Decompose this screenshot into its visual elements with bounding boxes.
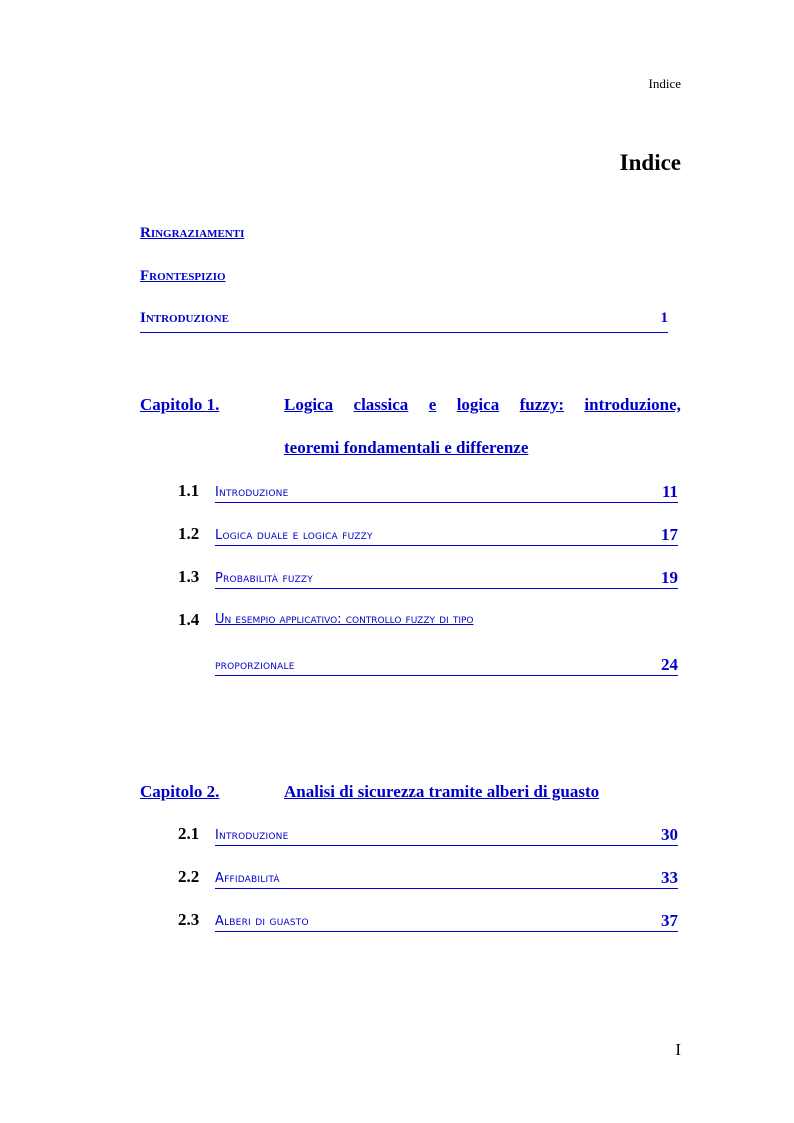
toc-page-number: 33	[661, 868, 678, 887]
section-number: 1.4	[178, 610, 200, 629]
toc-link-section-2-2[interactable]	[215, 864, 678, 889]
section-number: 1.1	[178, 481, 200, 500]
toc-entry-label: Introduzione	[215, 828, 289, 843]
chapter-title-word: logica	[456, 395, 500, 414]
toc-page-number: 37	[661, 911, 678, 930]
toc-entry-label: Introduzione	[140, 310, 229, 326]
toc-page-number: 1	[660, 310, 668, 326]
chapter-1-title-line2[interactable]: teoremi fondamentali e differenze	[284, 438, 529, 457]
section-number: 1.3	[178, 567, 200, 586]
chapter-title-word: e	[428, 395, 437, 414]
toc-page-number: 17	[661, 525, 678, 544]
toc-link-section-1-4-line1[interactable]: Un esempio applicativo: controllo fuzzy di tipo	[215, 612, 474, 627]
chapter-title-word: classica	[353, 395, 409, 414]
toc-page-number: 19	[661, 568, 678, 587]
toc-entry-label: proporzionale	[215, 658, 295, 673]
page-title: Indice	[619, 150, 681, 175]
toc-link-frontespizio[interactable]: Frontespizio	[140, 268, 226, 284]
toc-link-section-2-1[interactable]	[215, 821, 678, 846]
chapter-1-label[interactable]: Capitolo 1.	[140, 395, 220, 414]
chapter-title-word: fuzzy:	[519, 395, 564, 414]
toc-entry-label: Alberi di guasto	[215, 914, 309, 929]
toc-page-number: 30	[661, 825, 678, 844]
running-header: Indice	[648, 76, 681, 91]
toc-link-ringraziamenti[interactable]: Ringraziamenti	[140, 225, 245, 241]
chapter-title-word: introduzione,	[584, 395, 681, 414]
section-number: 1.2	[178, 524, 200, 543]
toc-link-section-1-3[interactable]	[215, 564, 678, 589]
toc-entry-label: Probabilità fuzzy	[215, 571, 313, 586]
chapter-2-label[interactable]: Capitolo 2.	[140, 782, 220, 801]
toc-link-section-1-2[interactable]	[215, 521, 678, 546]
section-number: 2.1	[178, 824, 200, 843]
toc-entry-label: Introduzione	[215, 485, 289, 500]
chapter-1-title[interactable]	[284, 395, 681, 415]
toc-entry-label: Logica duale e logica fuzzy	[215, 528, 373, 543]
section-number: 2.3	[178, 910, 200, 929]
chapter-title-word: Logica	[284, 395, 334, 414]
toc-entry-label: Affidabilità	[215, 871, 280, 886]
toc-link-introduzione[interactable]	[140, 310, 668, 333]
toc-link-section-2-3[interactable]	[215, 907, 678, 932]
chapter-2-title[interactable]: Analisi di sicurezza tramite alberi di guasto	[284, 782, 600, 801]
section-number: 2.2	[178, 867, 200, 886]
toc-page-number: 24	[661, 655, 678, 674]
toc-link-section-1-4[interactable]	[215, 651, 678, 676]
toc-page-number: 11	[661, 482, 678, 501]
toc-link-section-1-1[interactable]	[215, 478, 678, 503]
page-number: I	[675, 1040, 681, 1059]
